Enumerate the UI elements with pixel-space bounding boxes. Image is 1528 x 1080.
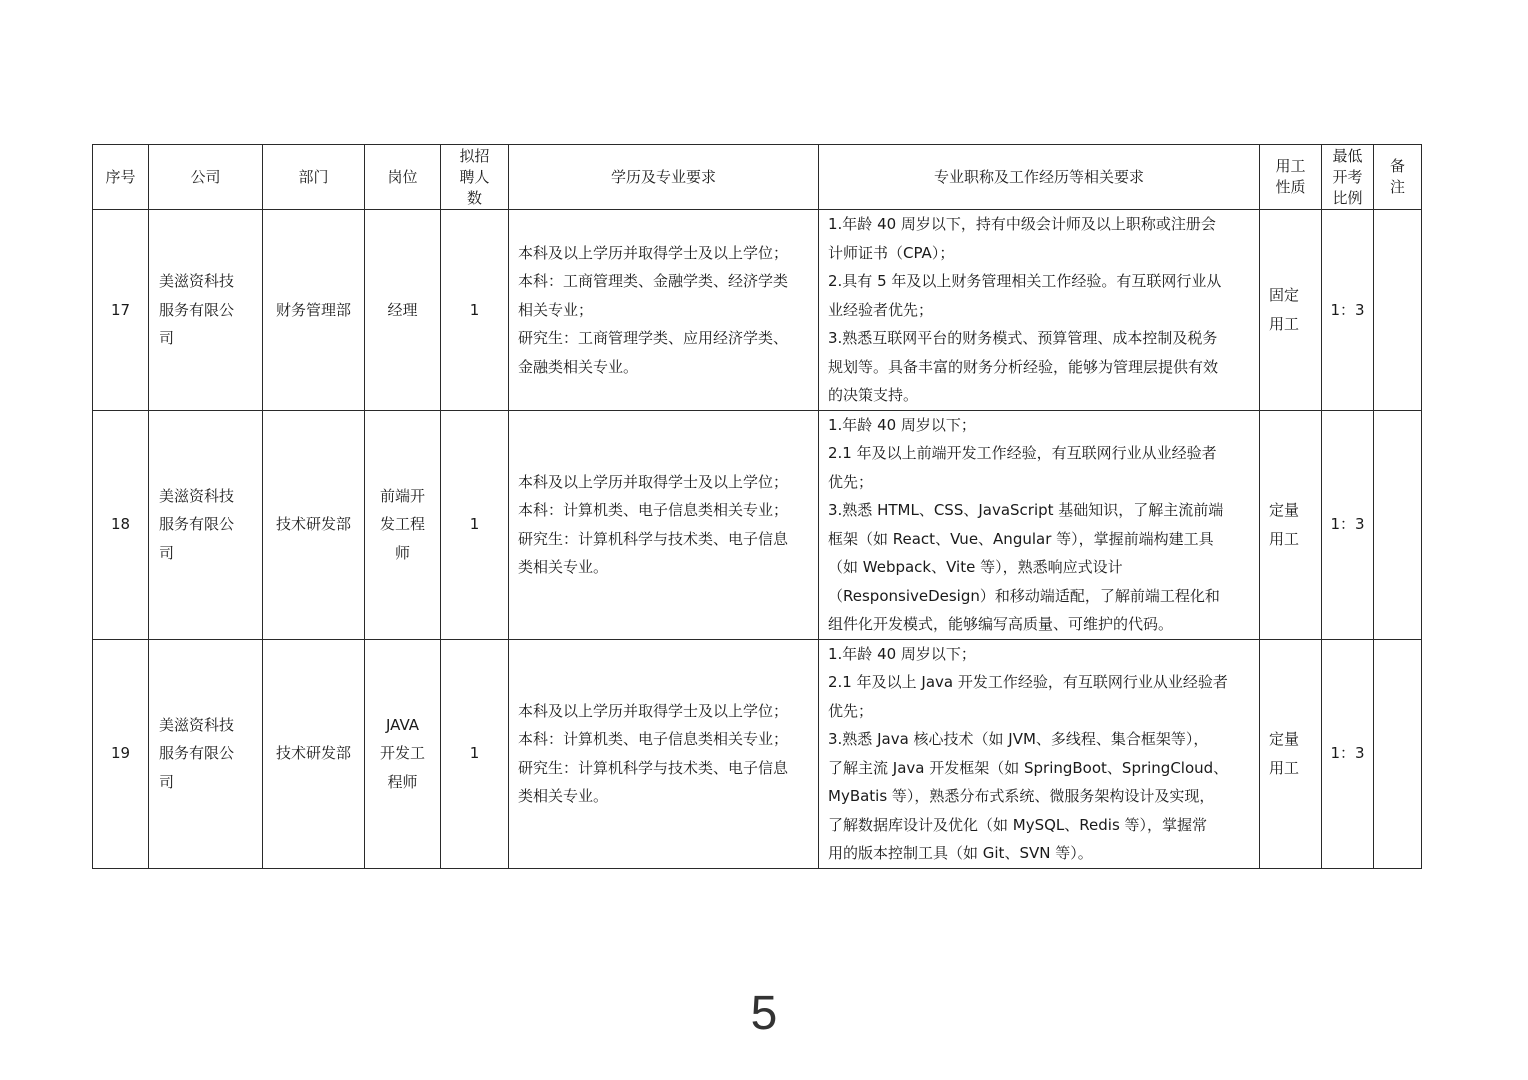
cell-text-line: 业经验者优先； [828, 300, 934, 319]
cell-text-line: （如 Webpack、Vite 等），熟悉响应式设计 [828, 558, 1123, 576]
cell-text-line: 类相关专业。 [518, 787, 609, 805]
cell-text-line: 的决策支持。 [828, 386, 919, 404]
cell-text-line: 3.熟悉 HTML、CSS、JavaScript 基础知识，了解主流前端 [828, 501, 1224, 519]
cell-text-line: 定量 [1269, 730, 1300, 748]
cell-text-line: 用的版本控制工具（如 Git、SVN 等）。 [828, 844, 1093, 862]
cell-text-line: 美滋资科技 [159, 715, 235, 734]
recruitment-table [92, 144, 1422, 869]
table-row [93, 410, 1422, 639]
row-index: 18 [93, 410, 149, 639]
cell-text-line: 研究生：计算机科学与技术类、电子信息 [518, 529, 789, 548]
header-cell-company [149, 145, 263, 210]
cell-text-line: 服务有限公 [159, 300, 235, 319]
row-count: 1 [441, 410, 509, 639]
header-cell-requirements [819, 145, 1260, 210]
row-count: 1 [441, 210, 509, 411]
cell-text-line: 聘人 [459, 167, 490, 186]
header-cell-position [365, 145, 441, 210]
row-company [149, 410, 263, 639]
table-row [93, 210, 1422, 411]
cell-text-line: 1.年龄 40 周岁以下，持有中级会计师及以上职称或注册会 [828, 215, 1216, 233]
cell-text-line: 开发工 [379, 744, 425, 763]
table-row [93, 639, 1422, 868]
row-education [509, 639, 819, 868]
cell-text-line: 本科及以上学历并取得学士及以上学位； [518, 472, 789, 491]
row-department [263, 639, 365, 868]
cell-text-line: 1.年龄 40 周岁以下； [828, 644, 976, 663]
header-cell-ratio [1322, 145, 1374, 210]
cell-text-line: 部门 [298, 167, 329, 186]
cell-text-line: 服务有限公 [159, 744, 235, 763]
cell-text-line: （ResponsiveDesign）和移动端适配，了解前端工程化和 [828, 586, 1220, 605]
cell-text-line: 用工 [1269, 758, 1300, 777]
cell-text-line: 定量 [1269, 501, 1300, 519]
cell-text-line: 用工 [1269, 314, 1300, 333]
cell-text-line: 注 [1389, 178, 1405, 196]
cell-text-line: 财务管理部 [275, 300, 351, 319]
cell-text-line: 经理 [387, 300, 418, 319]
cell-text-line: JAVA [385, 715, 420, 734]
cell-text-line: 固定 [1269, 286, 1300, 305]
page-number: 5 [750, 987, 778, 1040]
cell-text-line: 发工程 [379, 515, 425, 534]
cell-text-line: 框架（如 React、Vue、Angular 等），掌握前端构建工具 [828, 529, 1214, 548]
cell-text-line: 技术研发部 [275, 744, 351, 763]
cell-text-line: 前端开 [379, 486, 425, 505]
cell-text-line: 专业职称及工作经历等相关要求 [933, 167, 1144, 186]
row-index: 17 [93, 210, 149, 411]
cell-text-line: 2.1 年及以上前端开发工作经验，有互联网行业从业经验者 [828, 444, 1217, 462]
cell-text-line: 司 [159, 772, 175, 791]
cell-text-line: 备 [1389, 157, 1405, 175]
recruitment-table-container [92, 144, 1421, 869]
cell-text-line: 3.熟悉互联网平台的财务模式、预算管理、成本控制及税务 [828, 329, 1218, 347]
cell-text-line: 本科：工商管理类、金融学类、经济学类 [518, 272, 789, 290]
row-employment [1260, 410, 1322, 639]
cell-text-line: 数 [466, 188, 482, 207]
cell-text-line: 服务有限公 [159, 515, 235, 534]
row-ratio: 1：3 [1322, 210, 1374, 411]
cell-text-line: 了解主流 Java 开发框架（如 SpringBoot、SpringCloud、 [828, 758, 1229, 777]
cell-text-line: 3.熟悉 Java 核心技术（如 JVM、多线程、集合框架等）， [828, 730, 1209, 748]
header-cell-employment [1260, 145, 1322, 210]
cell-text-line: 本科：计算机类、电子信息类相关专业； [518, 501, 789, 519]
row-requirements [819, 410, 1260, 639]
cell-text-line: 拟招 [459, 146, 490, 165]
row-requirements [819, 210, 1260, 411]
cell-text-line: 程师 [387, 772, 418, 791]
cell-text-line: 类相关专业。 [518, 558, 609, 576]
row-count: 1 [441, 639, 509, 868]
row-index: 19 [93, 639, 149, 868]
row-position [365, 210, 441, 411]
cell-text-line: 开考 [1332, 167, 1363, 186]
row-employment [1260, 639, 1322, 868]
header-cell-education [509, 145, 819, 210]
row-note [1374, 410, 1422, 639]
cell-text-line: 1.年龄 40 周岁以下； [828, 415, 976, 434]
cell-text-line: 技术研发部 [275, 515, 351, 534]
row-company [149, 639, 263, 868]
cell-text-line: 美滋资科技 [159, 272, 235, 290]
row-note [1374, 210, 1422, 411]
row-ratio: 1：3 [1322, 410, 1374, 639]
cell-text-line: 计师证书（CPA）； [828, 243, 955, 262]
table-header-row [93, 145, 1422, 210]
row-department [263, 410, 365, 639]
row-department [263, 210, 365, 411]
cell-text-line: 比例 [1332, 188, 1363, 207]
row-company [149, 210, 263, 411]
cell-text-line: 组件化开发模式，能够编写高质量、可维护的代码。 [828, 615, 1174, 633]
row-position [365, 410, 441, 639]
cell-text-line: 规划等。具备丰富的财务分析经验，能够为管理层提供有效 [828, 357, 1219, 376]
row-note [1374, 639, 1422, 868]
cell-text-line: 性质 [1275, 178, 1306, 196]
cell-text-line: 2.具有 5 年及以上财务管理相关工作经验。有互联网行业从 [828, 272, 1222, 290]
cell-text-line: 了解数据库设计及优化（如 MySQL、Redis 等），掌握常 [828, 815, 1208, 834]
row-employment [1260, 210, 1322, 411]
cell-text-line: 相关专业； [518, 300, 594, 319]
row-position [365, 639, 441, 868]
cell-text-line: 岗位 [387, 167, 418, 186]
cell-text-line: 优先； [828, 701, 874, 720]
cell-text-line: 本科及以上学历并取得学士及以上学位； [518, 701, 789, 720]
cell-text-line: 用工 [1275, 157, 1306, 175]
cell-text-line: 公司 [190, 167, 221, 186]
cell-text-line: 师 [394, 543, 410, 562]
header-cell-department [263, 145, 365, 210]
cell-text-line: 研究生：计算机科学与技术类、电子信息 [518, 758, 789, 777]
cell-text-line: 美滋资科技 [159, 486, 235, 505]
cell-text-line: 用工 [1269, 529, 1300, 548]
cell-text-line: 本科：计算机类、电子信息类相关专业； [518, 730, 789, 748]
header-cell-count [441, 145, 509, 210]
cell-text-line: 研究生：工商管理学类、应用经济学类、 [518, 329, 789, 347]
cell-text-line: 司 [159, 543, 175, 562]
header-cell-note [1374, 145, 1422, 210]
row-education [509, 210, 819, 411]
cell-text-line: 优先； [828, 472, 874, 491]
row-requirements [819, 639, 1260, 868]
cell-text-line: MyBatis 等），熟悉分布式系统、微服务架构设计及实现， [828, 787, 1215, 805]
row-ratio: 1：3 [1322, 639, 1374, 868]
cell-text-line: 2.1 年及以上 Java 开发工作经验，有互联网行业从业经验者 [828, 673, 1228, 691]
cell-text-line: 序号 [105, 167, 136, 186]
header-cell-index [93, 145, 149, 210]
cell-text-line: 司 [159, 329, 175, 347]
cell-text-line: 本科及以上学历并取得学士及以上学位； [518, 243, 789, 262]
cell-text-line: 最低 [1332, 146, 1363, 165]
cell-text-line: 学历及专业要求 [610, 167, 716, 186]
cell-text-line: 金融类相关专业。 [518, 357, 639, 376]
row-education [509, 410, 819, 639]
